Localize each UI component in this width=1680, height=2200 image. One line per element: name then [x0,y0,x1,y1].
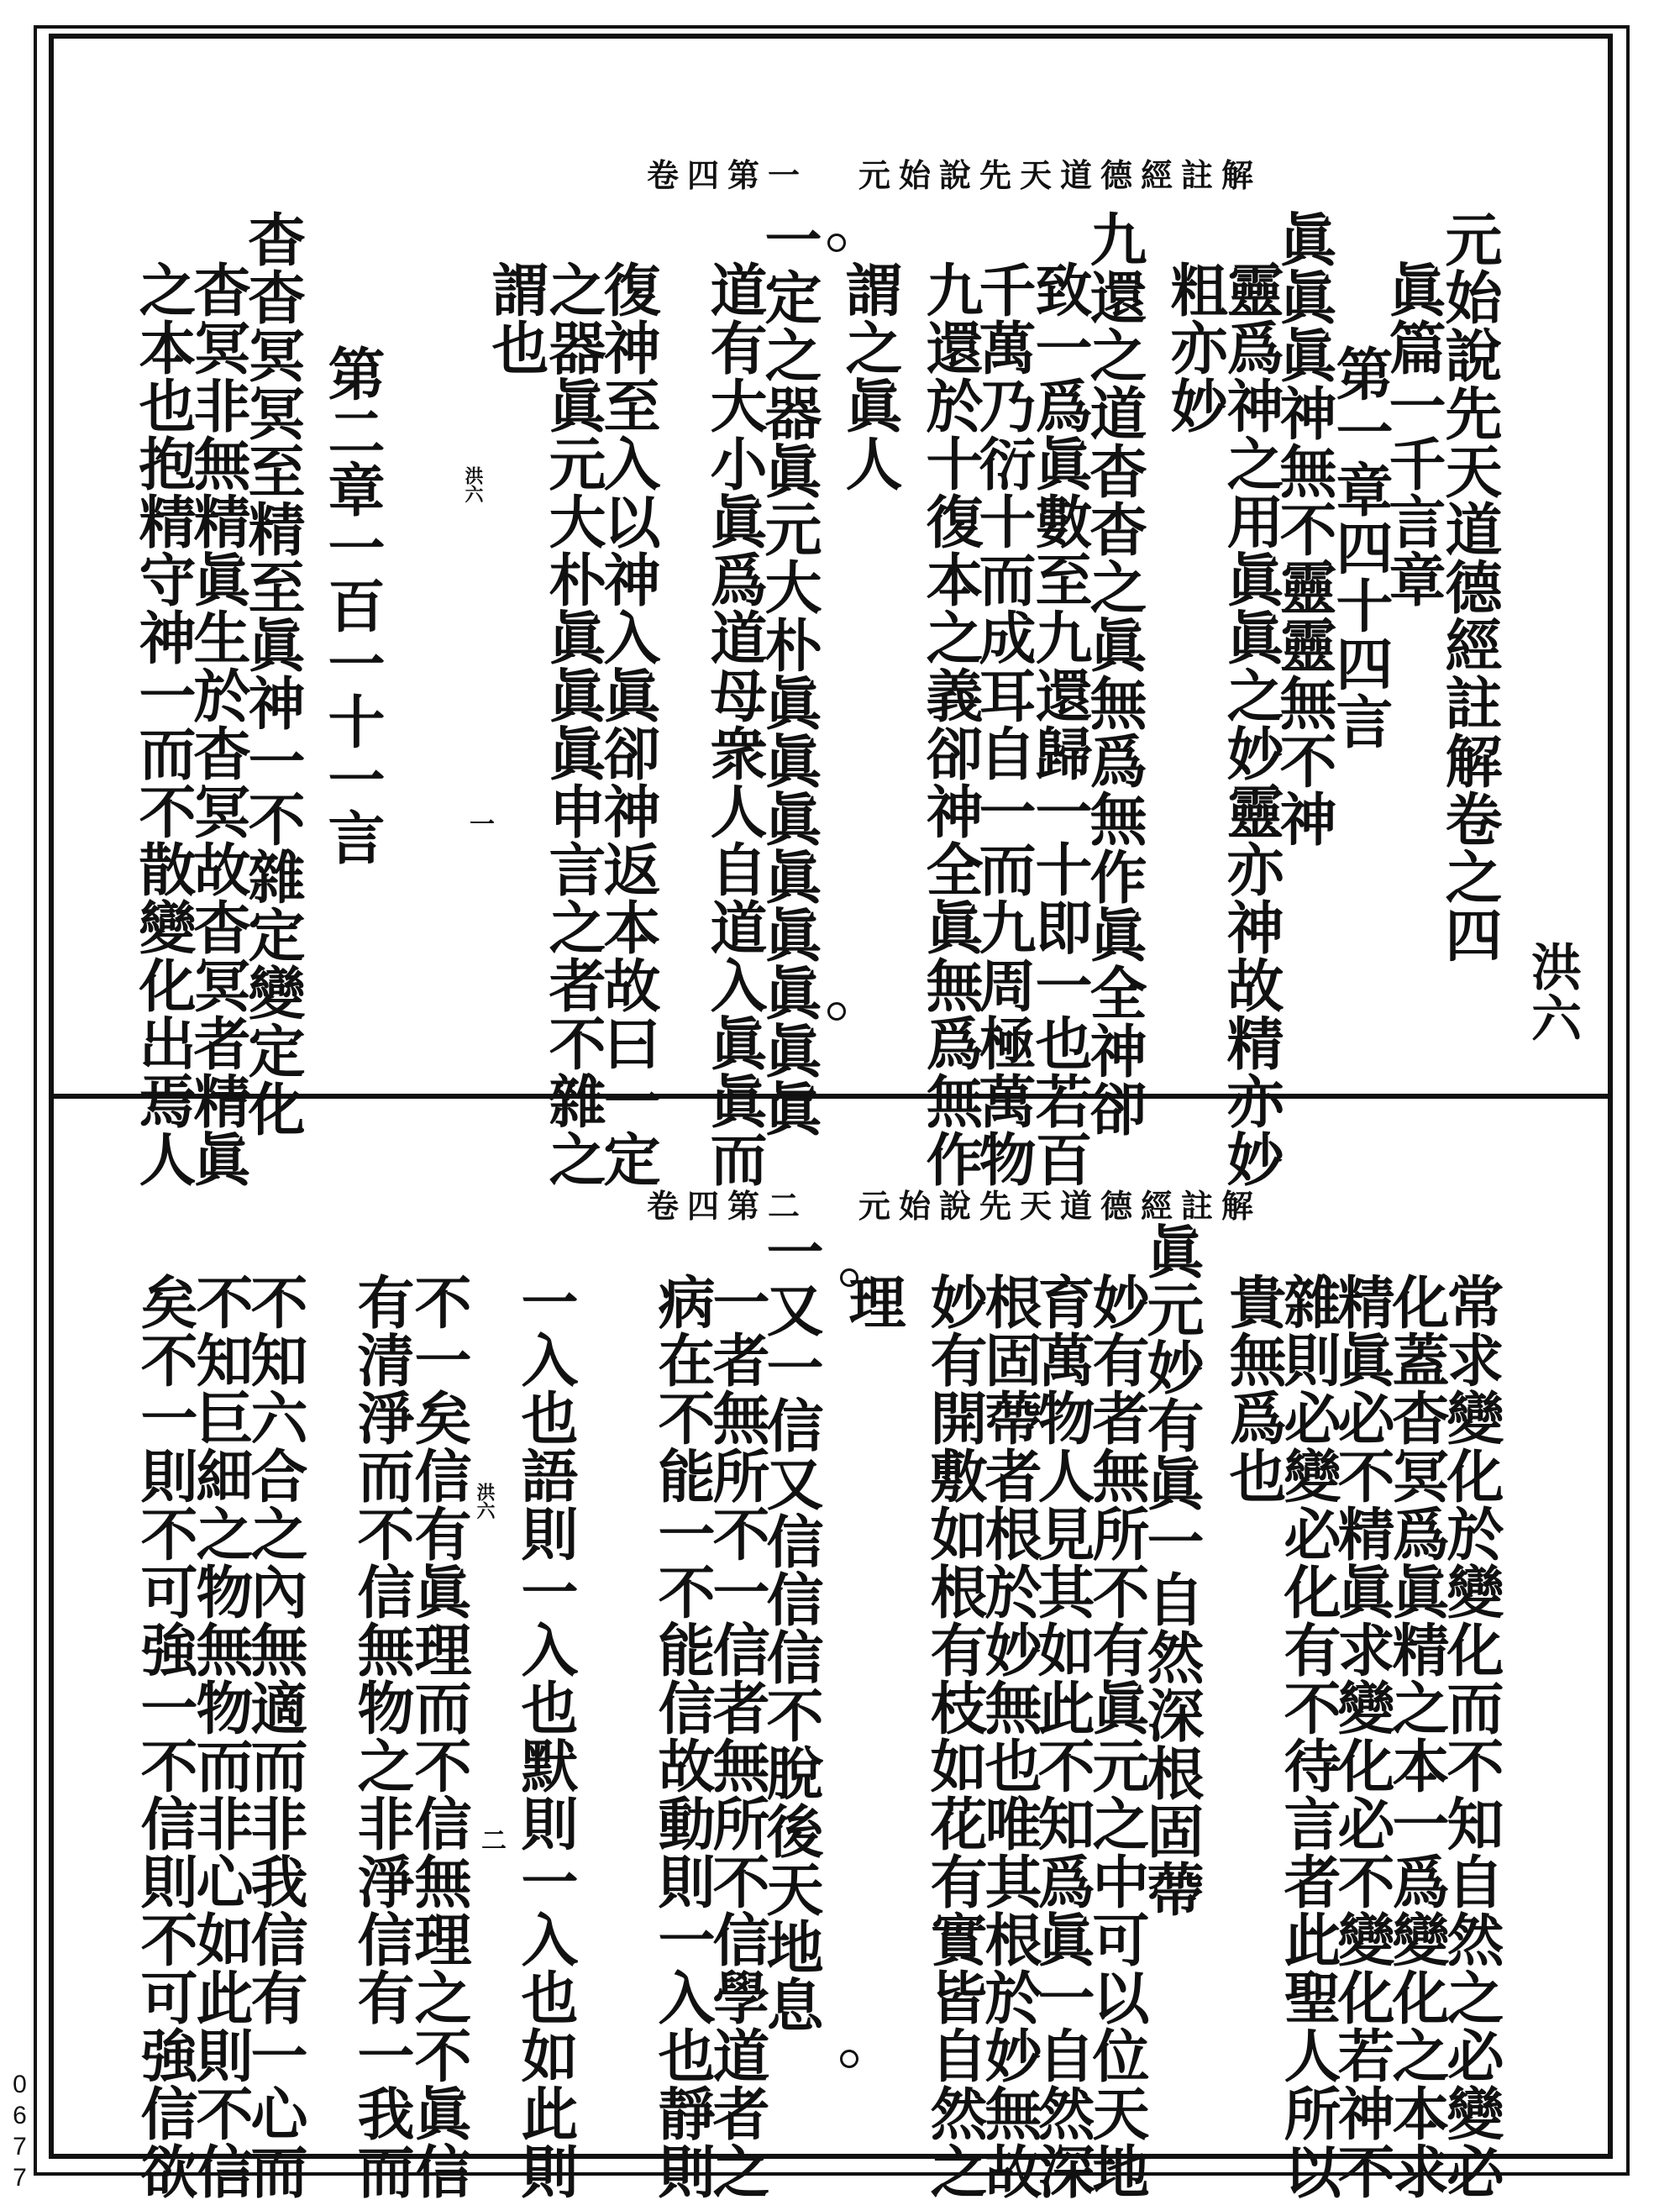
text-column: 復神至入以神入眞卻神返本故曰一定 [594,260,661,1188]
text-column: 眞眞眞神無不靈靈無不神 [1270,210,1337,848]
text-column: 雜則必變必化有不待言者此聖人所以 [1274,1273,1341,2200]
text-column: 不一矣信有眞理而不信無理之不眞信 [405,1273,472,2200]
text-column: 理 [839,1273,906,1331]
bottom-tick-mark: 二 [476,1827,506,1852]
text-column: 眞篇一千言章 [1379,260,1446,608]
text-column: 謂之眞人 [836,260,903,492]
top-header-volume: 卷四第一 [647,156,809,194]
top-tick-mark: 一 [465,811,494,836]
text-column: 杳杳冥冥至精至眞神一不雜定變定化 [239,210,306,1137]
text-column: 精眞必不精眞求變化必不變化若神不 [1328,1273,1395,2200]
text-column: 道有大小眞爲道母衆人自道入眞眞而 [701,260,768,1188]
text-column: 病在不能一不能信故動則一入也靜則 [648,1273,716,2200]
text-column: 有清淨而不信無物之非淨信有一我而 [348,1273,415,2200]
text-column: 根固蔕者根於妙無也唯其根於妙無故 [975,1273,1042,2200]
text-column: 育萬物人見其如此不知爲眞一自然深 [1028,1273,1095,2200]
text-column: 元始說先天道德經註解卷之四 [1436,210,1503,963]
bottom-small-mark: 洪六 [474,1483,496,1520]
text-column: 粗亦妙 [1161,260,1228,434]
text-column: 之器眞元大朴眞眞眞申言之者不雜之 [539,260,606,1188]
text-column: 貴無爲也 [1220,1273,1287,1504]
text-column: 不知巨細之物無物而非心如此則不信 [186,1273,254,2200]
text-column: 一者無所不一信者無所不信學道者之 [703,1273,770,2200]
text-column: 謂也 [482,260,549,376]
text-column: 妙有者無所不有眞元之中可以位天地 [1083,1273,1150,2200]
text-column: 第一章四十四言 [1326,344,1394,750]
top-small-mark: 洪六 [462,466,484,503]
bottom-header-volume: 卷四第二 [647,1187,809,1225]
text-column: 一定之器眞元大朴眞眞眞眞眞眞眞眞 [755,210,822,1137]
text-column: 妙有開敷如根有枝如花有實皆自然之 [921,1273,988,2200]
top-side-mark: 洪六 [1523,941,1582,1043]
circle-mark [840,2050,858,2068]
top-page-header [647,150,1262,196]
text-column: 化蓋杳冥爲眞精之本一爲變化之本求 [1383,1273,1450,2200]
text-column: 一又一信又信信信不脫後天地息 [757,1222,824,2034]
text-column: 不知六合之內無適而非我信有一心而 [241,1273,308,2200]
text-column: 致一爲眞數至九還歸一十即一也若百 [1026,260,1093,1188]
text-column: 眞元妙有眞一自然深根固蔕 [1137,1222,1205,1918]
text-column: 之本也抱精守神一而不散變化出焉人 [129,260,197,1188]
text-column: 第二章一百一十一言 [318,344,386,866]
text-column: 九還之道杳杳之眞無爲無作眞全神卻 [1080,210,1147,1137]
text-column: 杳冥非無精眞生於杳冥故杳冥者精眞 [184,260,251,1188]
text-column: 常求變化於變化而不知自然之必變必 [1437,1273,1504,2200]
page-number: 0677 [6,2071,34,2195]
bottom-header-title: 元始說先天道德經註解 [858,1187,1263,1225]
text-column: 九還於十復本之義卻神全眞無爲無作 [916,260,984,1188]
text-column: 一入也語則一入也默則一入也如此則 [512,1273,579,2200]
circle-mark [840,1268,858,1287]
circle-mark [827,1002,846,1021]
top-header-title: 元始說先天道德經註解 [858,156,1263,194]
circle-mark [827,234,846,252]
text-column: 千萬乃衍十而成耳自一而九周極萬物 [969,260,1037,1188]
text-column: 靈爲神之用眞眞之妙靈亦神故精亦妙 [1217,260,1284,1188]
text-column: 矣不一則不可強一不信則不可強信欲 [131,1273,198,2200]
